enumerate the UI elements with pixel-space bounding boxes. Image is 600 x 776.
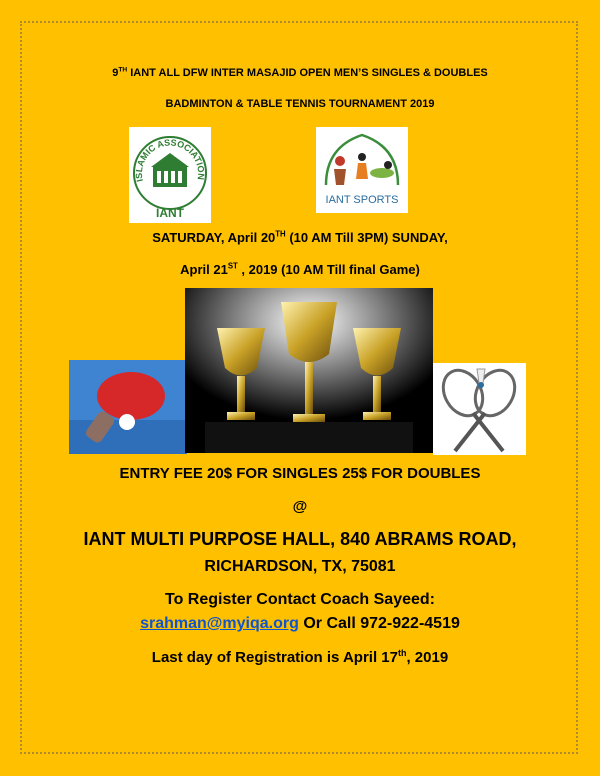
trophies-image bbox=[185, 288, 433, 453]
title-line-2: BADMINTON & TABLE TENNIS TOURNAMENT 2019 bbox=[165, 98, 435, 110]
schedule-line-1: SATURDAY, April 20TH (10 AM Till 3PM) SUNDAY, bbox=[152, 229, 448, 245]
email-link[interactable]: srahman@myiqa.org bbox=[140, 615, 299, 632]
venue-line-1: IANT MULTI PURPOSE HALL, 840 ABRAMS ROAD, bbox=[83, 529, 517, 549]
contact-line bbox=[0, 615, 600, 633]
schedule-line-2: April 21ST , 2019 (10 AM Till final Game) bbox=[180, 261, 420, 277]
registration-deadline: Last day of Registration is April 17th, 2019 bbox=[151, 648, 449, 666]
entry-fee: ENTRY FEE 20$ FOR SINGLES 25$ FOR DOUBLES bbox=[119, 465, 481, 482]
phone-text: Or Call 972-922-4519 bbox=[298, 615, 460, 632]
iant-logo-label: IANT bbox=[156, 206, 184, 220]
iant-ring-text: ISLAMIC ASSOCIATION bbox=[133, 137, 207, 183]
badminton-image bbox=[433, 363, 526, 455]
table-tennis-image bbox=[69, 360, 187, 454]
at-symbol: @ bbox=[292, 498, 308, 515]
register-line: To Register Contact Coach Sayeed: bbox=[165, 591, 435, 608]
iant-logo bbox=[129, 127, 211, 223]
iant-sports-logo bbox=[316, 127, 408, 213]
venue-line-2: RICHARDSON, TX, 75081 bbox=[204, 558, 396, 575]
iant-sports-label: IANT SPORTS bbox=[325, 194, 399, 206]
title-line-1: 9TH IANT ALL DFW INTER MASAJID OPEN MEN’S SINGLES & DOUBLES bbox=[112, 66, 488, 79]
